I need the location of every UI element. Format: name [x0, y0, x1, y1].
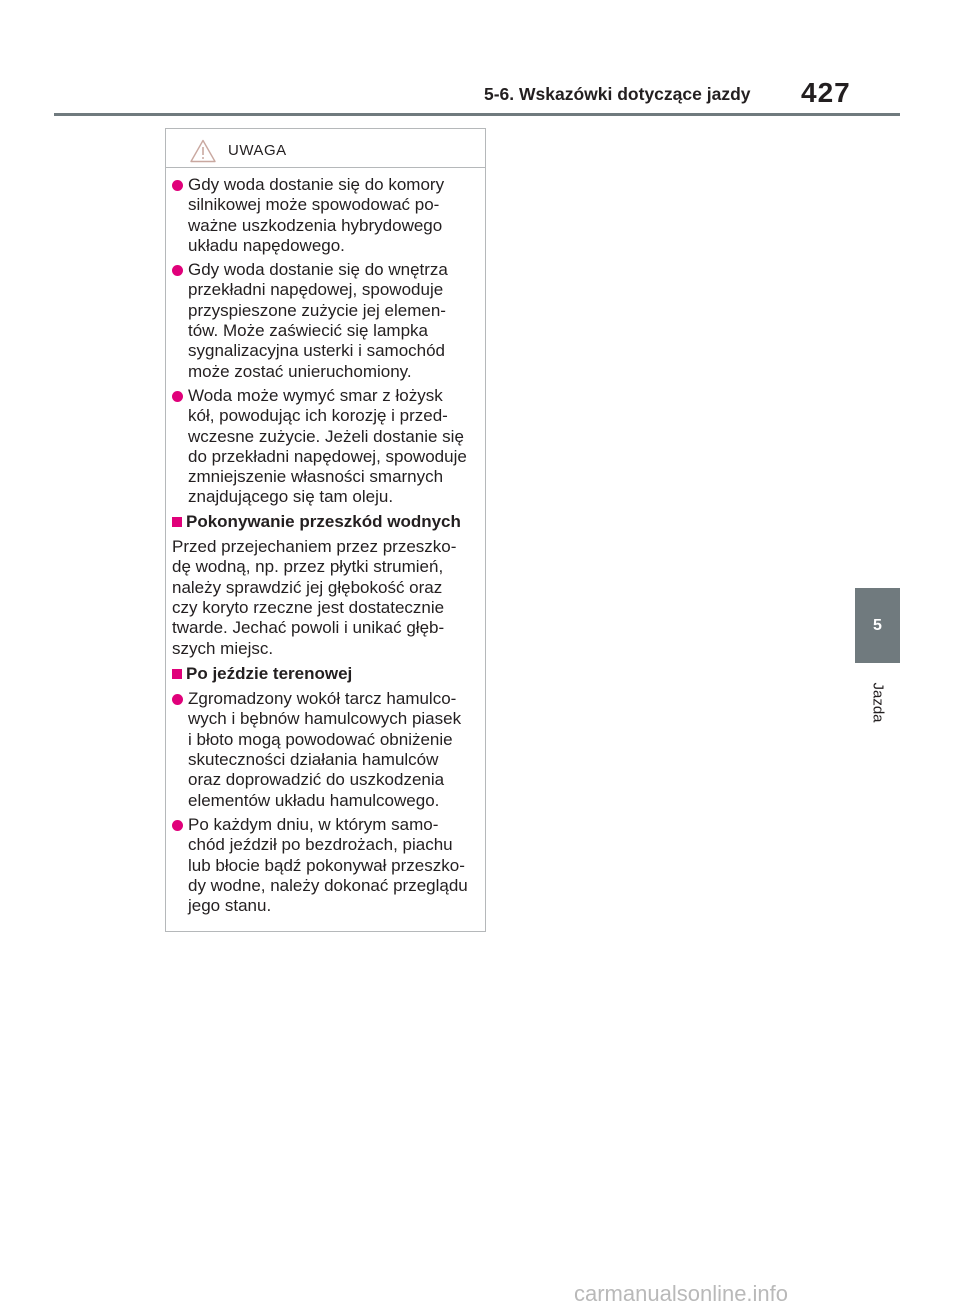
bullet-dot-icon [172, 820, 183, 831]
bullet-text: Zgromadzony wokół tarcz hamulco- wych i bębnów hamulcowych piasek i błoto mogą powodować obniżenie skuteczności działania hamulców oraz doprowadzić do uszkodzenia elementów układu hamulcowego. [188, 689, 462, 810]
watermark: carmanualsonline.info [574, 1281, 789, 1306]
subheading-offroad [172, 664, 484, 684]
warning-header [166, 129, 485, 168]
warning-bullet [172, 175, 484, 256]
bullet-dot-icon [172, 694, 183, 705]
subheading-text: Pokonywanie przeszkód wodnych [186, 511, 461, 531]
bullet-text: Woda może wymyć smar z łożysk kół, powodując ich korozję i przed- wczesne zużycie. Jeżeli dostanie się do przekładni napędowej, spowoduje zmniejszenie własności smarnych znajdującego się tam oleju. [188, 385, 467, 507]
header-divider [54, 113, 900, 116]
page-number: 427 [801, 77, 851, 108]
paragraph-water-obstacles: Przed przejechaniem przez przeszko- dę wodną, np. przez płytki strumień, należy sprawdzić jej głębokość oraz czy koryto rzeczne jest dostatecznie twarde. Jechać powoli i unikać głęb- szych miejsc. [172, 537, 457, 658]
warning-triangle-icon [190, 139, 216, 163]
chapter-tab [855, 588, 900, 663]
offroad-bullet [172, 689, 484, 811]
bullet-dot-icon [172, 265, 183, 276]
subheading-water-obstacles [172, 512, 484, 532]
warning-bullet [172, 386, 484, 508]
square-marker-icon [172, 517, 182, 527]
chapter-label-text: Jazda [869, 681, 887, 723]
bullet-text: Po każdym dniu, w którym samo- chód jeździł po bezdrożach, piachu lub błocie bądź pokonywał przeszko- dy wodne, należy dokonać przeglądu jego stanu. [188, 814, 468, 916]
warning-bullet [172, 260, 484, 382]
bullet-dot-icon [172, 391, 183, 402]
offroad-bullet [172, 815, 484, 916]
warning-content [172, 175, 484, 920]
warning-box [165, 128, 486, 932]
chapter-label [863, 672, 893, 732]
bullet-dot-icon [172, 180, 183, 191]
square-marker-icon [172, 669, 182, 679]
section-title: 5-6. Wskazówki dotyczące jazdy [484, 84, 751, 104]
bullet-text: Gdy woda dostanie się do komory silnikowej może spowodować po- ważne uszkodzenia hybrydowego układu napędowego. [188, 175, 445, 255]
bullet-text: Gdy woda dostanie się do wnętrza przekładni napędowej, spowoduje przyspieszone zużycie jej elemen- tów. Może zaświecić się lampka sygnalizacyjna usterki i samochód może zostać unieruchomiony. [188, 260, 448, 381]
warning-title: UWAGA [228, 142, 287, 159]
chapter-number: 5 [873, 616, 882, 634]
subheading-text: Po jeździe terenowej [186, 663, 353, 683]
